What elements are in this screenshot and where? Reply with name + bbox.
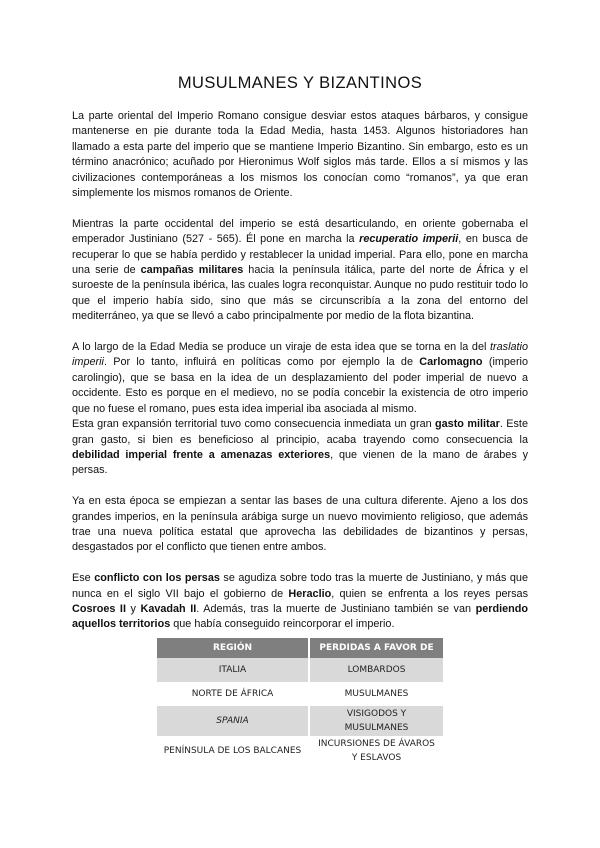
document-body <box>72 109 528 648</box>
term-heraclio: Heraclio <box>288 587 332 600</box>
region-cell: ITALIA <box>157 658 309 682</box>
lost-to-cell: VISIGODOS Y MUSULMANES <box>309 706 443 736</box>
table-row <box>157 682 443 706</box>
header-region: REGIÓN <box>157 638 309 658</box>
header-lost-to: PERDIDAS A FAVOR DE <box>309 638 443 658</box>
page-title: MUSULMANES Y BIZANTINOS <box>177 74 423 92</box>
term-gasto-militar: gasto militar <box>435 418 500 431</box>
paragraph-3: A lo largo de la Edad Media se produce un viraje de esta idea que se torna en la del traslatio imperii. Por lo tanto, influirá en políticas como por ejemplo la de Carlomagno (imperio carolingio), que se basa en la idea de un desplazamiento del poder imperial de nuevo a occidente. Esto es porque en el medievo, no se podía concebir la existencia de otro imperio que no fuese el romano, pues esta idea imperial iba asociada al mismo. <box>72 341 528 415</box>
territory-losses-table <box>157 638 443 766</box>
region-cell: SPANIA <box>157 706 309 736</box>
paragraph-4: Esta gran expansión territorial tuvo como consecuencia inmediata un gran gasto militar. Este gran gasto, si bien es beneficioso al principio, acaba trayendo como consecuencia la debilidad imperial frente a amenazas exteriores, que vienen de la mano de árabes y persas. <box>72 418 528 477</box>
table-header-row <box>157 638 443 658</box>
table-row <box>157 736 443 766</box>
paragraph-6: Ese conflicto con los persas se agudiza sobre todo tras la muerte de Justiniano, y más que nunca en el siglo VII bajo el gobierno de Heraclio, quien se enfrenta a los reyes persas Cosroes II y Kavadah II. Además, tras la muerte de Justiniano también se van perdiendo aquellos territorios que había conseguido reincorporar el imperio. <box>72 572 528 631</box>
region-cell: PENÍNSULA DE LOS BALCANES <box>157 736 309 766</box>
paragraph-1: La parte oriental del Imperio Romano consigue desviar estos ataques bárbaros, y consigue mantenerse en pie durante toda la Edad Media, hasta 1453. Algunos historiadores han llamado a esta parte del imperio que se mantiene Imperio Bizantino. Sin embargo, esto es un término anacrónico; acuñado por Hieronimus Wolf siglos más tarde. Ellos a sí mismos y las civilizaciones contemporáneas a los mismos los conocían como “romanos”, ya que eran simplemente los mismos romanos de Oriente. <box>72 110 528 200</box>
term-debilidad-imperial: debilidad imperial frente a amenazas exteriores <box>72 448 331 461</box>
term-cosroes-ii: Cosroes II <box>72 602 126 615</box>
lost-to-cell: MUSULMANES <box>309 682 443 706</box>
lost-to-cell: INCURSIONES DE ÁVAROS Y ESLAVOS <box>309 736 443 766</box>
term-campanas-militares: campañas militares <box>140 264 244 277</box>
paragraph-2: Mientras la parte occidental del imperio se está desarticulando, en oriente gobernaba el emperador Justiniano (527 - 565). Él pone en marcha la recuperatio imperii, en busca de recuperar lo que se había perdido y restablecer la unidad imperial. Para ello, pone en marcha una serie de campañas militares hacia la península itálica, parte del norte de África y el suroeste de la península ibérica, las cuales logra reconquistar. Aunque no pudo restituir todo lo que el imperio había sido, sino que más se circunscribía a la zona del entorno del mediterráneo, ya que se llevó a cabo principalmente por medio de la flota bizantina. <box>72 217 528 323</box>
term-carlomagno: Carlomagno <box>419 356 483 369</box>
lost-to-cell: LOMBARDOS <box>309 658 443 682</box>
paragraph-5: Ya en esta época se empiezan a sentar las bases de una cultura diferente. Ajeno a los dos grandes imperios, en la península arábiga surge un nuevo movimiento religioso, que además trae una nueva política estatal que aprovecha las debilidades de bizantinos y persas, desgastados por el conflicto que tienen entre ambos. <box>72 495 528 554</box>
table-row <box>157 658 443 682</box>
term-perdiendo-territorios: perdiendo aquellos territorios <box>72 602 528 631</box>
term-kavadah-ii: Kavadah II <box>140 602 197 615</box>
region-cell: NORTE DE ÁFRICA <box>157 682 309 706</box>
term-conflicto-persas: conflicto con los persas <box>94 572 220 585</box>
term-recuperatio-imperii: recuperatio imperii <box>359 233 459 246</box>
table-row <box>157 706 443 736</box>
term-traslatio-imperii: traslatio imperii <box>72 341 528 369</box>
